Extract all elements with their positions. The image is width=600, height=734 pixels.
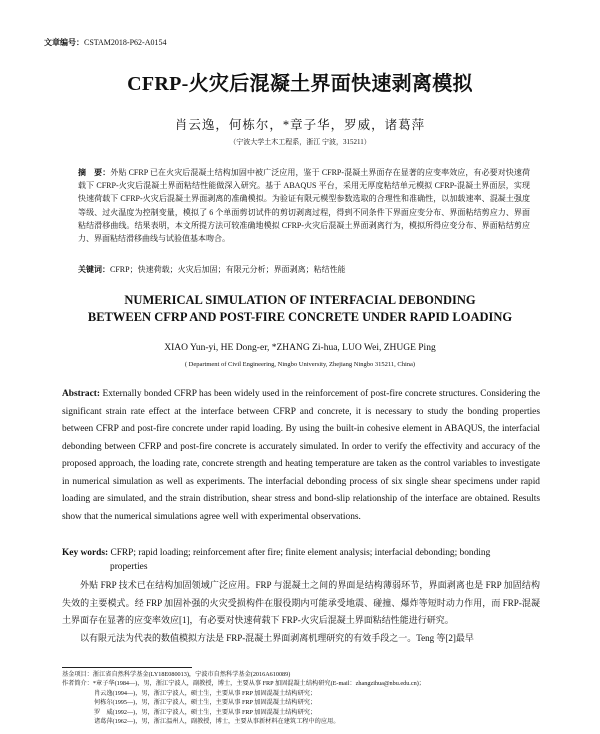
english-authors: XIAO Yun-yi, HE Dong-er, *ZHANG Zi-hua, LUO Wei, ZHUGE Ping	[164, 343, 436, 353]
english-abstract	[62, 386, 540, 526]
english-keywords-label: Key words:	[62, 548, 109, 558]
english-abstract-label: Abstract:	[62, 389, 101, 399]
body-text	[62, 577, 540, 647]
english-title	[0, 292, 600, 326]
chinese-abstract-label: 摘 要：	[78, 168, 111, 177]
body-paragraph-2: 以有限元法为代表的数值模拟方法是 FRP-混凝土界面剥离机理研究的有效手段之一。Teng 等[2]最早	[80, 632, 474, 643]
english-title-line-1: NUMERICAL SIMULATION OF INTERFACIAL DEBONDING	[124, 293, 476, 307]
footnote-author-bio: 罗 威(1992—)，男，浙江宁波人，硕士生，主要从事 FRP 加固混凝土结构研究；	[94, 708, 317, 716]
footnote-funding: 基金项目：浙江省自然科学基金(LY18E080013)，宁波市自然科学基金(2016A610089)	[62, 671, 291, 678]
chinese-keywords	[78, 264, 530, 275]
english-keywords-line-1: CFRP; rapid loading; reinforcement after fire; finite element analysis; interfacial debonding; bonding	[108, 548, 491, 558]
footnote-divider	[62, 667, 192, 668]
footnote-author-bio: 作者简介：*章子华(1984—)，男，浙江宁波人，副教授，博士，主要从事 FRP 加固混凝土结构研究(E-mail：zhangzihua@nbu.edu.cn)；	[62, 680, 425, 688]
footnote-author-bio: 肖云逸(1994—)，男，浙江宁波人，硕士生，主要从事 FRP 加固混凝土结构研究；	[94, 689, 317, 697]
chinese-abstract	[78, 166, 530, 245]
english-keywords-line-2: properties	[110, 562, 148, 572]
footnote-author-bio: 何栋尔(1995—)，男，浙江宁波人，硕士生，主要从事 FRP 加固混凝土结构研究；	[94, 699, 317, 707]
footnote-author-bio: 诸葛萍(1962—)，男，浙江温州人，副教授，博士，主要从事新材料在建筑工程中的应用。	[94, 718, 340, 726]
chinese-authors: 肖云逸，何栋尔，*章子华，罗威，诸葛萍	[174, 118, 426, 132]
body-paragraph-1: 外贴 FRP 技术已在结构加固领域广泛应用。FRP 与混凝土之间的界面是结构薄弱环节，界面剥离也是 FRP 加固结构失效的主要模式。经 FRP 加固补强的火灾受损构件在服役期内可能承受地震、碰撞、爆炸等短时动力作用，而 FRP-混凝土界面存在显著的应变率效应[1]，有必要对快速荷载下 FRP-火灾后混凝土界面粘结性能进行研究。	[62, 580, 540, 625]
english-affiliation: ( Department of Civil Engineering, Ningbo University, Zhejiang Ningbo 315211, China)	[184, 361, 416, 368]
english-keywords	[62, 546, 540, 574]
footnotes	[62, 670, 542, 726]
chinese-abstract-text: 外贴 CFRP 已在火灾后混凝土结构加固中被广泛应用，鉴于 CFRP-混凝土界面存在显著的应变率效应，有必要对快速荷载下 CFRP-火灾后混凝土界面粘结性能做深入研究。基于 ABAQUS 平台，采用无厚度粘结单元模拟 CFRP-混凝土界面层，实现快速荷载下 CFRP-火灾后混凝土界面剥离的准确模拟。为验证有限元模型参数选取的合理性和准确性，以加载速率、混凝土强度等级、过火温度为控制变量，模拟了 6 个单面剪切试件的剪切剥离过程，得到不同条件下界面应变分布、界面粘结剪应力、界面粘结滑移曲线。结果表明，本文所提方法可较准确地模拟 CFRP-火灾后混凝土界面剥离行为，模拟所得应变分布、界面粘结剪应力、界面粘结滑移曲线与试验值基本吻合。	[78, 168, 530, 244]
chinese-title: CFRP-火灾后混凝土界面快速剥离模拟	[127, 73, 473, 95]
english-title-line-2: BETWEEN CFRP AND POST-FIRE CONCRETE UNDER RAPID LOADING	[87, 310, 513, 324]
chinese-affiliation: （宁波大学土木工程系，浙江 宁波，315211）	[229, 138, 371, 146]
english-abstract-text: Externally bonded CFRP has been widely used in the reinforcement of post-fire concrete structures. Considering the significant strain rate effect at the interface between CFRP and concrete, it is necessary to study the bonding properties between CFRP and post-fire concrete under rapid loading. By using the built-in cohesive element in ABAQUS, the interfacial debonding between CFRP and post-fire concrete is accurately simulated. In order to verify the effectivity and accuracy of the proposed approach, the loading rate, concrete strength and heating temperature are taken as the control variables to investigate in numerical simulation as well as experiments. The interfacial debonding process of six single shear specimens under rapid loading are simulated, and the strain distribution, shear stress and bond-slip relationship of the interface are obtained. Results show that the numerical simulations agree well with experimental observations.	[62, 389, 540, 522]
chinese-keywords-text: CFRP；快速荷载；火灾后加固；有限元分析；界面剥离；粘结性能	[110, 265, 346, 274]
article-number-value: CSTAM2018-P62-A0154	[84, 38, 167, 47]
article-number-label: 文章编号：	[44, 38, 84, 47]
chinese-keywords-label: 关键词：	[78, 265, 110, 274]
article-number	[44, 37, 166, 48]
